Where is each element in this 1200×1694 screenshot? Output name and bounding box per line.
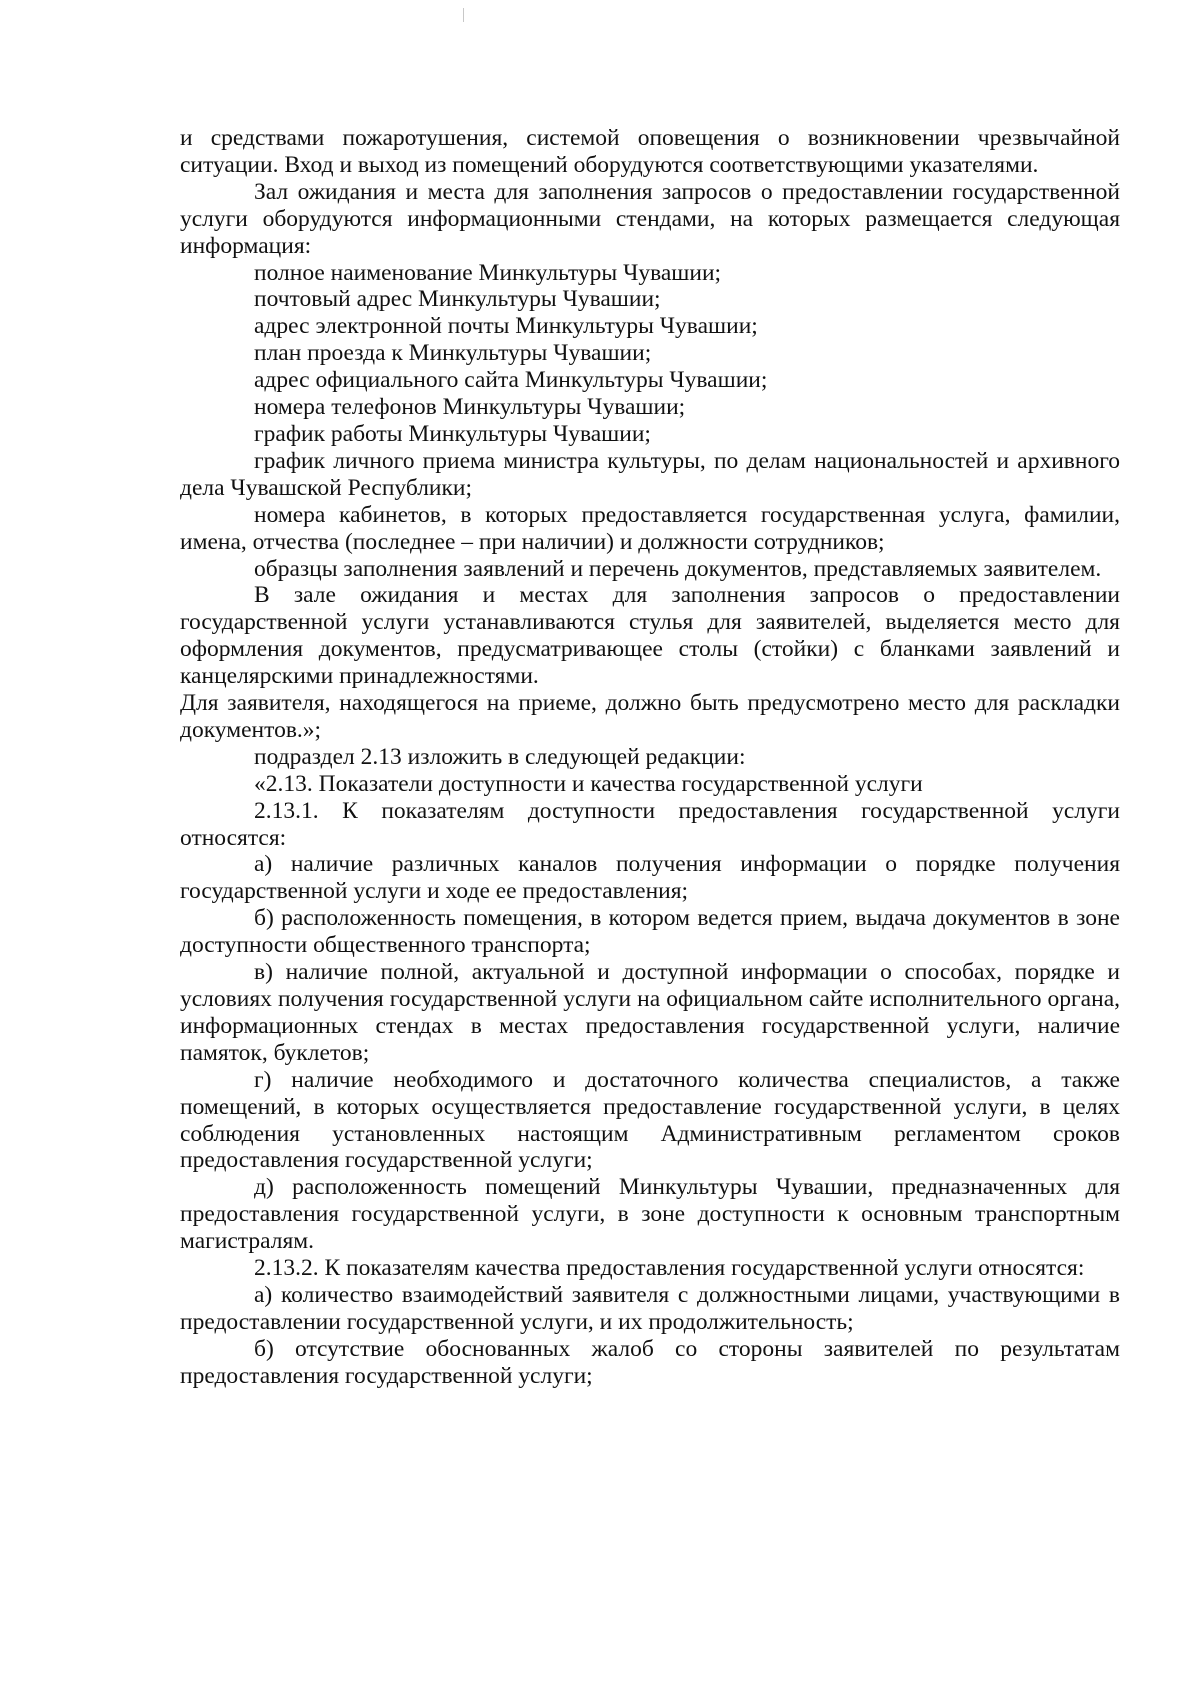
paragraph: а) наличие различных каналов получения информации о порядке получения государственной услуги и ходе ее предоставления; <box>180 851 1120 905</box>
paragraph: б) расположенность помещения, в котором ведется прием, выдача документов в зоне доступности общественного транспорта; <box>180 905 1120 959</box>
list-item: адрес электронной почты Минкультуры Чувашии; <box>254 313 758 340</box>
paragraph: номера кабинетов, в которых предоставляется государственная услуга, фамилии, имена, отчества (последнее – при наличии) и должности сотрудников; <box>180 501 1120 555</box>
paragraph: Зал ожидания и места для заполнения запросов о предоставлении государственной услуги оборудуются информационными стендами, на которых размещается следующая информация: <box>180 178 1120 259</box>
paragraph: в) наличие полной, актуальной и доступной информации о способах, порядке и условиях получения государственной услуги на официальном сайте исполнительного органа, информационных стендах в местах предоставления государственной услуги, наличие памяток, буклетов; <box>180 959 1120 1066</box>
list-item: план проезда к Минкультуры Чувашии; <box>254 340 652 367</box>
list-item: почтовый адрес Минкультуры Чувашии; <box>254 286 661 313</box>
list-item: адрес официального сайта Минкультуры Чувашии; <box>254 367 768 394</box>
paragraph: 2.13.2. К показателям качества предоставления государственной услуги относятся: <box>254 1255 1085 1282</box>
scan-artifact-mark <box>463 8 464 22</box>
document-page <box>180 125 1120 1390</box>
list-item: «2.13. Показатели доступности и качества государственной услуги <box>254 770 923 797</box>
paragraph: б) отсутствие обоснованных жалоб со стороны заявителей по результатам предоставления государственной услуги; <box>180 1335 1120 1389</box>
paragraph: г) наличие необходимого и достаточного количества специалистов, а также помещений, в которых осуществляется предоставление государственной услуги, в целях соблюдения установленных настоящим Административным регламентом сроков предоставления государственной услуги; <box>180 1066 1120 1174</box>
paragraph: а) количество взаимодействий заявителя с должностными лицами, участвующими в предоставлении государственной услуги, и их продолжительность; <box>180 1281 1120 1335</box>
paragraph: 2.13.1. К показателям доступности предоставления государственной услуги относятся: <box>180 797 1120 851</box>
paragraph: В зале ожидания и местах для заполнения запросов о предоставлении государственной услуги устанавливаются стулья для заявителей, выделяется место для оформления документов, предусматривающее столы (стойки) с бланками заявлений и канцелярскими принадлежностями. <box>180 582 1120 690</box>
paragraph: образцы заполнения заявлений и перечень документов, представляемых заявителем. <box>254 555 1102 582</box>
paragraph: и средствами пожаротушения, системой оповещения о возникновении чрезвычайной ситуации. Вход и выход из помещений оборудуются соответствующими указателями. <box>180 125 1120 178</box>
list-item: подраздел 2.13 изложить в следующей редакции: <box>254 743 746 770</box>
paragraph: д) расположенность помещений Минкультуры Чувашии, предназначенных для предоставления государственной услуги, в зоне доступности к основным транспортным магистралям. <box>180 1174 1120 1255</box>
list-item: полное наименование Минкультуры Чувашии; <box>254 259 722 286</box>
list-item: график работы Минкультуры Чувашии; <box>254 420 651 447</box>
list-item: номера телефонов Минкультуры Чувашии; <box>254 394 686 421</box>
paragraph: график личного приема министра культуры, по делам национальностей и архивного дела Чувашской Республики; <box>180 447 1120 501</box>
paragraph: Для заявителя, находящегося на приеме, должно быть предусмотрено место для раскладки документов.»; <box>180 690 1120 743</box>
